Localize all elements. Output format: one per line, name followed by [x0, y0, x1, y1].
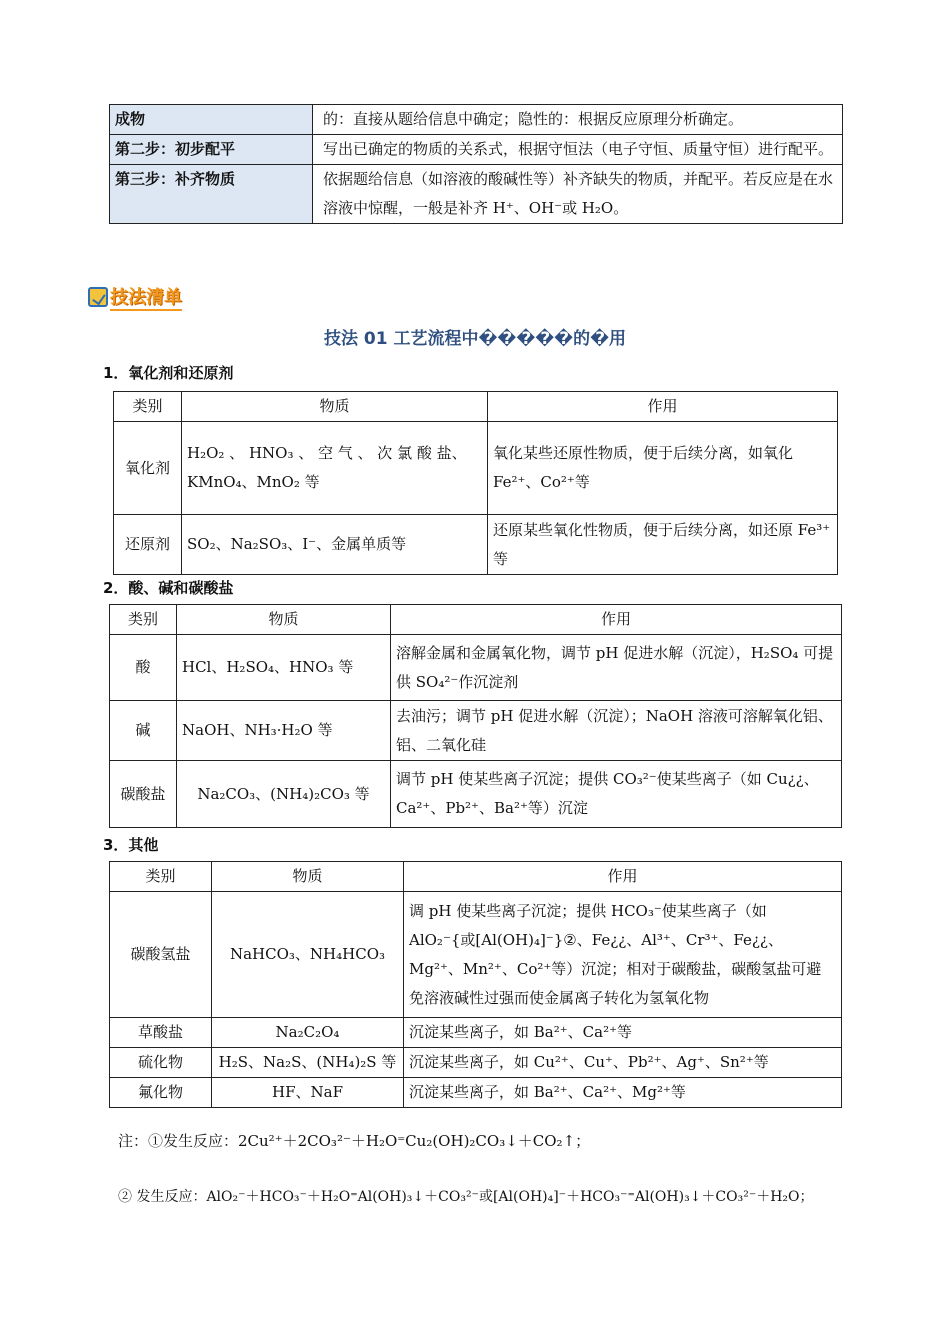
- use-cell: 调节 pH 使某些离子沉淀；提供 CO₃²⁻使某些离子（如 Cu¿¿、Ca²⁺、Pb²⁺、Ba²⁺等）沉淀: [391, 761, 842, 828]
- use-cell: 去油污；调节 pH 促进水解（沉淀）；NaOH 溶液可溶解氧化铝、铝、二氧化硅: [391, 701, 842, 761]
- top-steps-table: [109, 104, 843, 224]
- column-header: 物质: [177, 605, 391, 635]
- use-cell: 沉淀某些离子，如 Ba²⁺、Ca²⁺、Mg²⁺等: [404, 1078, 842, 1108]
- step-label: 第二步：初步配平: [110, 135, 313, 165]
- table-row: [110, 701, 842, 761]
- column-header: 作用: [404, 862, 842, 892]
- use-cell: 氧化某些还原性物质，便于后续分离，如氧化 Fe²⁺、Co²⁺等: [488, 422, 838, 515]
- substance-cell: NaOH、NH₃·H₂O 等: [177, 701, 391, 761]
- table-row: [110, 165, 843, 224]
- oxidant-reductant-table: [113, 391, 838, 575]
- use-cell: 还原某些氧化性物质，便于后续分离，如还原 Fe³⁺等: [488, 515, 838, 575]
- substance-cell: NaHCO₃、NH₄HCO₃: [212, 892, 404, 1018]
- skills-list-badge: [88, 284, 182, 310]
- column-header: 作用: [488, 392, 838, 422]
- use-cell: 调 pH 使某些离子沉淀；提供 HCO₃⁻使某些离子（如 AlO₂⁻{或[Al(OH)₄]⁻}②、Fe¿¿、Al³⁺、Cr³⁺、Fe¿¿、Mg²⁺、Mn²⁺、Co²⁺等）沉淀；相对于碳酸盐，碳酸氢盐可避免溶液碱性过强而使金属离子转化为氢氧化物: [404, 892, 842, 1018]
- category-cell: 氧化剂: [114, 422, 182, 515]
- table-row: [110, 1048, 842, 1078]
- other-reagents-table: [109, 861, 842, 1108]
- section-heading: 2．酸、碱和碳酸盐: [103, 579, 234, 597]
- table-row: [110, 892, 842, 1018]
- category-cell: 还原剂: [114, 515, 182, 575]
- table-row: [110, 1018, 842, 1048]
- table-header-row: [110, 605, 842, 635]
- column-header: 物质: [212, 862, 404, 892]
- use-cell: 沉淀某些离子，如 Cu²⁺、Cu⁺、Pb²⁺、Ag⁺、Sn²⁺等: [404, 1048, 842, 1078]
- acid-base-carbonate-table: [109, 604, 842, 828]
- step-text: 依据题给信息（如溶液的酸碱性等）补齐缺失的物质，并配平。若反应是在水溶液中惊醒，一般是补齐 H⁺、OH⁻或 H₂O。: [313, 165, 843, 224]
- badge-label: 技法清单: [110, 283, 182, 311]
- table-row: [110, 761, 842, 828]
- substance-cell: H₂O₂ 、 HNO₃ 、 空 气 、 次 氯 酸 盐、KMnO₄、MnO₂ 等: [182, 422, 488, 515]
- table-row: [110, 135, 843, 165]
- table-row: [110, 635, 842, 701]
- table-row: [110, 1078, 842, 1108]
- table-row: [114, 422, 838, 515]
- section-heading: 1．氧化剂和还原剂: [103, 364, 234, 382]
- category-cell: 碳酸盐: [110, 761, 177, 828]
- step-text: 写出已确定的物质的关系式，根据守恒法（电子守恒、质量守恒）进行配平。: [313, 135, 843, 165]
- category-cell: 氟化物: [110, 1078, 212, 1108]
- substance-cell: H₂S、Na₂S、(NH₄)₂S 等: [212, 1048, 404, 1078]
- checklist-icon: [88, 287, 108, 307]
- use-cell: 沉淀某些离子，如 Ba²⁺、Ca²⁺等: [404, 1018, 842, 1048]
- section-heading: 3．其他: [103, 836, 159, 854]
- column-header: 作用: [391, 605, 842, 635]
- substance-cell: Na₂CO₃、(NH₄)₂CO₃ 等: [177, 761, 391, 828]
- step-label: 成物: [110, 105, 313, 135]
- substance-cell: HCl、H₂SO₄、HNO₃ 等: [177, 635, 391, 701]
- category-cell: 硫化物: [110, 1048, 212, 1078]
- use-cell: 溶解金属和金属氧化物，调节 pH 促进水解（沉淀），H₂SO₄ 可提供 SO₄²⁻作沉淀剂: [391, 635, 842, 701]
- table-row: [114, 515, 838, 575]
- category-cell: 酸: [110, 635, 177, 701]
- step-label: 第三步：补齐物质: [110, 165, 313, 224]
- column-header: 物质: [182, 392, 488, 422]
- column-header: 类别: [110, 862, 212, 892]
- column-header: 类别: [114, 392, 182, 422]
- substance-cell: HF、NaF: [212, 1078, 404, 1108]
- table-header-row: [114, 392, 838, 422]
- note-2: ② 发生反应：AlO₂⁻＋HCO₃⁻＋H₂O⁼Al(OH)₃↓＋CO₃²⁻或[Al(OH)₄]⁻＋HCO₃⁻⁼Al(OH)₃↓＋CO₃²⁻＋H₂O；: [118, 1189, 814, 1205]
- category-cell: 草酸盐: [110, 1018, 212, 1048]
- page-title: 技法 01 工艺流程中�����的�用: [323, 329, 627, 349]
- substance-cell: SO₂、Na₂SO₃、I⁻、金属单质等: [182, 515, 488, 575]
- step-text: 的：直接从题给信息中确定；隐性的：根据反应原理分析确定。: [313, 105, 843, 135]
- category-cell: 碳酸氢盐: [110, 892, 212, 1018]
- category-cell: 碱: [110, 701, 177, 761]
- table-row: [110, 105, 843, 135]
- table-header-row: [110, 862, 842, 892]
- substance-cell: Na₂C₂O₄: [212, 1018, 404, 1048]
- note-1: 注：①发生反应：2Cu²⁺＋2CO₃²⁻＋H₂O⁼Cu₂(OH)₂CO₃↓＋CO₂↑；: [118, 1132, 591, 1150]
- column-header: 类别: [110, 605, 177, 635]
